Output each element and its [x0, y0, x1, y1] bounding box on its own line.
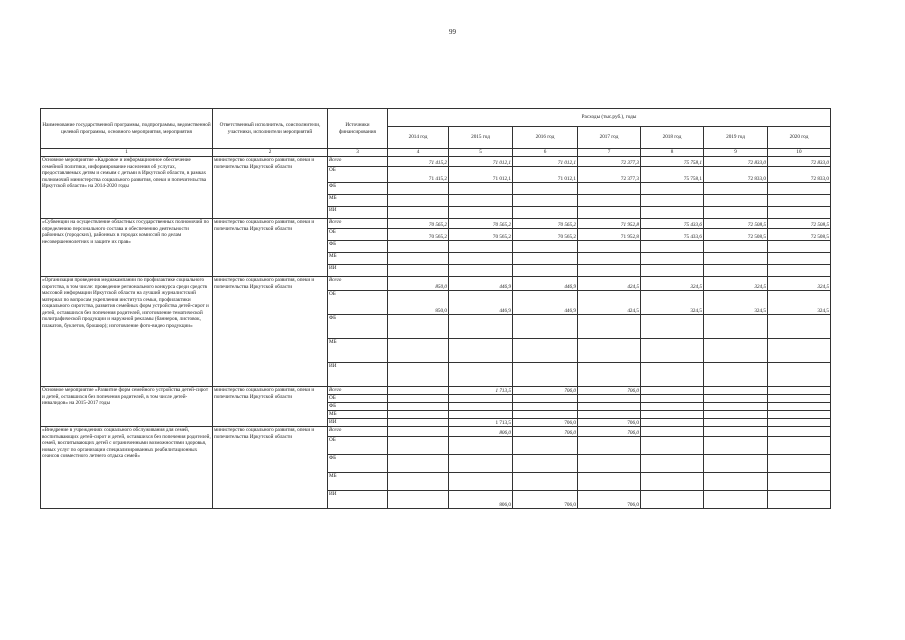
- expense-value: 71 415,2: [388, 167, 449, 183]
- expense-value: [704, 363, 768, 387]
- expense-value: [513, 265, 578, 277]
- expense-value: 72 833,0: [768, 167, 831, 183]
- header-year: 2019 год: [704, 127, 768, 149]
- expense-value: [388, 363, 449, 387]
- expense-value: [578, 437, 641, 455]
- expense-value: [449, 473, 513, 491]
- expense-value: [704, 265, 768, 277]
- expense-value: [641, 265, 704, 277]
- expense-value: 75 433,6: [641, 219, 704, 229]
- expense-value: 70 565,2: [449, 229, 513, 241]
- expense-value: 706,0: [513, 491, 578, 509]
- expense-value: [768, 455, 831, 473]
- expense-value: [449, 455, 513, 473]
- expense-value: [704, 253, 768, 265]
- expense-value: [388, 473, 449, 491]
- funding-source: ИИ: [328, 207, 388, 219]
- expense-value: [449, 265, 513, 277]
- column-number: 9: [704, 149, 768, 157]
- expense-value: [578, 473, 641, 491]
- expense-value: [641, 437, 704, 455]
- expense-value: [449, 195, 513, 207]
- expense-value: [641, 395, 704, 403]
- expense-value: 72 508,5: [768, 219, 831, 229]
- expense-value: [641, 363, 704, 387]
- expense-value: [513, 411, 578, 419]
- responsible-executor: министерство социального развития, опеки и попечительства Иркутской области: [213, 427, 328, 509]
- funding-source: ФБ: [328, 403, 388, 411]
- table-row: [41, 157, 831, 167]
- expense-value: 806,0: [449, 491, 513, 509]
- expense-value: 446,9: [449, 291, 513, 315]
- expense-value: [513, 195, 578, 207]
- expense-value: [704, 339, 768, 363]
- expense-value: 424,5: [578, 277, 641, 291]
- expense-value: [578, 363, 641, 387]
- expense-value: [768, 183, 831, 195]
- expense-value: 71 952,8: [578, 229, 641, 241]
- expense-value: [641, 315, 704, 339]
- funding-source: ИИ: [328, 491, 388, 509]
- header-year: 2016 год: [513, 127, 578, 149]
- expense-value: 706,0: [513, 387, 578, 395]
- expense-value: [768, 473, 831, 491]
- expense-value: [704, 183, 768, 195]
- table-row: [41, 219, 831, 229]
- expense-value: [449, 411, 513, 419]
- expense-value: 324,5: [768, 277, 831, 291]
- expense-value: 324,5: [704, 277, 768, 291]
- expense-value: 324,5: [704, 291, 768, 315]
- expense-value: [704, 411, 768, 419]
- funding-source: ФБ: [328, 315, 388, 339]
- funding-source: МБ: [328, 195, 388, 207]
- table-row: [41, 427, 831, 437]
- expense-value: 850,0: [388, 277, 449, 291]
- expense-value: [388, 411, 449, 419]
- header-program: Наименование государственной программы, подпрограммы, ведомственной целевой программы, основного мероприятия, мероприятия: [41, 109, 213, 149]
- responsible-executor: министерство социального развития, опеки и попечительства Иркутской области: [213, 157, 328, 219]
- header-expenses: Расходы (тыс.руб.), годы: [388, 109, 831, 127]
- expense-value: [768, 253, 831, 265]
- funding-source: ОБ: [328, 395, 388, 403]
- expense-value: 424,5: [578, 291, 641, 315]
- expense-value: 706,0: [578, 491, 641, 509]
- responsible-executor: министерство социального развития, опеки и попечительства Иркутской области: [213, 387, 328, 427]
- header-year: 2015 год: [449, 127, 513, 149]
- header-responsible: Ответственный исполнитель, соисполнители, участники, исполнители мероприятий: [213, 109, 328, 149]
- expense-value: [768, 241, 831, 253]
- expense-value: [704, 241, 768, 253]
- expense-value: [513, 315, 578, 339]
- expense-value: [641, 253, 704, 265]
- expense-value: 706,0: [578, 419, 641, 427]
- funding-source: Всего: [328, 219, 388, 229]
- expense-value: [704, 427, 768, 437]
- expense-value: [578, 265, 641, 277]
- expense-value: 806,0: [449, 427, 513, 437]
- expense-value: [449, 339, 513, 363]
- expense-value: [388, 315, 449, 339]
- expense-value: [388, 253, 449, 265]
- expense-value: 71 012,1: [513, 157, 578, 167]
- expense-value: 71 012,1: [513, 167, 578, 183]
- expense-value: [704, 419, 768, 427]
- expense-value: 72 377,3: [578, 157, 641, 167]
- expense-value: [578, 395, 641, 403]
- expense-value: [513, 437, 578, 455]
- expense-value: 706,0: [513, 419, 578, 427]
- table-row: [41, 277, 831, 291]
- expense-value: [513, 241, 578, 253]
- expense-value: [768, 437, 831, 455]
- expense-value: [388, 437, 449, 455]
- column-number: 10: [768, 149, 831, 157]
- expense-value: [578, 339, 641, 363]
- activity-name: «Субвенции на осуществление областных государственных полномочий по определению персонального состава и обеспечению деятельности районных (городских), районных в городах комиссий по делам несовершеннолетних и защите их прав»: [41, 219, 213, 277]
- expense-value: [388, 265, 449, 277]
- expense-value: [768, 403, 831, 411]
- activity-name: «Внедрение в учреждениях социального обслуживания для семей, воспитывающих детей-сирот и детей, оставшихся без попечения родителей, семей, воспитывающих детей с ограниченными возможностями здоровья, новых услуг по организации специализированных реабилитационных сеансов совместного летнего отдыха семей»: [41, 427, 213, 509]
- expense-value: [388, 339, 449, 363]
- expense-value: 75 433,6: [641, 229, 704, 241]
- expense-value: [388, 491, 449, 509]
- expense-value: [513, 473, 578, 491]
- funding-source: ИИ: [328, 265, 388, 277]
- funding-source: Всего: [328, 157, 388, 167]
- budget-table: [40, 108, 831, 509]
- activity-name: Основное мероприятие «Развитие форм семейного устройства детей-сирот и детей, оставшихся без попечения родителей, в том числе детей-инвалидов» на 2015-2017 годы: [41, 387, 213, 427]
- funding-source: ИИ: [328, 363, 388, 387]
- expense-value: [388, 403, 449, 411]
- expense-value: [704, 315, 768, 339]
- expense-value: 72 377,3: [578, 167, 641, 183]
- expense-value: [704, 455, 768, 473]
- funding-source: ОБ: [328, 229, 388, 241]
- expense-value: 324,5: [641, 277, 704, 291]
- column-number: 3: [328, 149, 388, 157]
- expense-value: [641, 207, 704, 219]
- expense-value: 446,9: [449, 277, 513, 291]
- expense-value: [704, 491, 768, 509]
- expense-value: [513, 339, 578, 363]
- expense-value: [641, 419, 704, 427]
- expense-value: [641, 183, 704, 195]
- expense-value: 72 508,5: [704, 219, 768, 229]
- expense-value: [449, 395, 513, 403]
- expense-value: [768, 363, 831, 387]
- funding-source: Всего: [328, 427, 388, 437]
- expense-value: 850,0: [388, 291, 449, 315]
- funding-source: Всего: [328, 387, 388, 395]
- header-year: 2018 год: [641, 127, 704, 149]
- funding-source: ФБ: [328, 455, 388, 473]
- header-year: 2017 год: [578, 127, 641, 149]
- page-number: 99: [449, 28, 456, 36]
- header-sources: Источники финансирования: [328, 109, 388, 149]
- expense-value: [578, 253, 641, 265]
- activity-name: Основное мероприятие «Кадровое и информационное обеспечение семейной политики, информирование населения об услугах, предоставляемых детям и семьям с детьми в Иркутской области, в рамках полномочий министерства социального развития, опеки и попечительства Иркутской области» на 2014-2020 годы: [41, 157, 213, 219]
- expense-value: [388, 195, 449, 207]
- expense-value: 71 415,2: [388, 157, 449, 167]
- expense-value: [513, 183, 578, 195]
- expense-value: [578, 183, 641, 195]
- funding-source: Всего: [328, 277, 388, 291]
- funding-source: ОБ: [328, 291, 388, 315]
- expense-value: [449, 253, 513, 265]
- expense-value: 324,5: [768, 291, 831, 315]
- funding-source: МБ: [328, 253, 388, 265]
- expense-value: [768, 395, 831, 403]
- expense-value: [388, 395, 449, 403]
- expense-value: [388, 241, 449, 253]
- expense-value: 72 508,5: [704, 229, 768, 241]
- expense-value: [768, 491, 831, 509]
- expense-value: [449, 183, 513, 195]
- funding-source: МБ: [328, 339, 388, 363]
- expense-value: [768, 265, 831, 277]
- funding-source: ФБ: [328, 241, 388, 253]
- expense-value: 70 565,2: [388, 219, 449, 229]
- expense-value: [578, 403, 641, 411]
- expense-value: 75 758,1: [641, 167, 704, 183]
- expense-value: 446,9: [513, 277, 578, 291]
- funding-source: МБ: [328, 411, 388, 419]
- expense-value: [641, 403, 704, 411]
- expense-value: [388, 387, 449, 395]
- expense-value: [704, 403, 768, 411]
- expense-value: 70 565,2: [388, 229, 449, 241]
- activity-name: «Организация проведения медиакампании по профилактике социального сиротства, в том числе: проведение регионального конкурса среди средств массовой информации Иркутской области на лучший журналистский материал по вопросам укрепления института семьи, профилактики социального сиротства, развития семейных форм устройства детей-сирот и детей, оставшихся без попечения родителей, изготовление тематической полиграфической продукции и наружной рекламы (баннеров, листовок, плакатов, буклетов, брошюр); изготовление фото-видео продукции»: [41, 277, 213, 387]
- expense-value: [641, 387, 704, 395]
- expense-value: [388, 183, 449, 195]
- expense-value: 324,5: [641, 291, 704, 315]
- expense-value: [768, 427, 831, 437]
- column-number: 1: [41, 149, 213, 157]
- expense-value: [578, 241, 641, 253]
- expense-value: [513, 455, 578, 473]
- funding-source: ОБ: [328, 437, 388, 455]
- expense-value: [641, 195, 704, 207]
- funding-source: ИИ: [328, 419, 388, 427]
- column-number: 6: [513, 149, 578, 157]
- expense-value: [641, 427, 704, 437]
- expense-value: [704, 207, 768, 219]
- expense-value: [449, 437, 513, 455]
- expense-value: 70 565,2: [449, 219, 513, 229]
- expense-value: 72 833,0: [768, 157, 831, 167]
- expense-value: [768, 207, 831, 219]
- expense-value: [578, 207, 641, 219]
- expense-value: [704, 437, 768, 455]
- expense-value: [449, 403, 513, 411]
- expense-value: 1 713,5: [449, 387, 513, 395]
- expense-value: [704, 195, 768, 207]
- header-year: 2020 год: [768, 127, 831, 149]
- funding-source: ФБ: [328, 183, 388, 195]
- expense-value: [388, 207, 449, 219]
- expense-value: 71 012,1: [449, 167, 513, 183]
- expense-value: [641, 491, 704, 509]
- expense-value: [704, 473, 768, 491]
- expense-value: [578, 315, 641, 339]
- expense-value: [513, 403, 578, 411]
- expense-value: [768, 195, 831, 207]
- expense-value: 706,0: [513, 427, 578, 437]
- expense-value: 71 952,8: [578, 219, 641, 229]
- expense-value: [578, 455, 641, 473]
- expense-value: [388, 455, 449, 473]
- expense-value: [641, 473, 704, 491]
- responsible-executor: министерство социального развития, опеки и попечительства Иркутской области: [213, 219, 328, 277]
- expense-value: [513, 207, 578, 219]
- expense-value: [641, 411, 704, 419]
- column-number: 8: [641, 149, 704, 157]
- expense-value: [768, 411, 831, 419]
- expense-value: [449, 241, 513, 253]
- header-year: 2014 год: [388, 127, 449, 149]
- table-row: [41, 387, 831, 395]
- expense-value: [388, 419, 449, 427]
- expense-value: [388, 427, 449, 437]
- expense-value: [768, 387, 831, 395]
- column-number: 4: [388, 149, 449, 157]
- expense-value: [641, 241, 704, 253]
- funding-source: ОБ: [328, 167, 388, 183]
- expense-value: [768, 419, 831, 427]
- expense-value: [768, 339, 831, 363]
- column-number: 5: [449, 149, 513, 157]
- expense-value: [513, 363, 578, 387]
- expense-value: 72 508,5: [768, 229, 831, 241]
- expense-value: 70 565,2: [513, 229, 578, 241]
- expense-value: [704, 387, 768, 395]
- expense-value: [641, 339, 704, 363]
- expense-value: 70 565,2: [513, 219, 578, 229]
- expense-value: 706,0: [578, 387, 641, 395]
- expense-value: [578, 195, 641, 207]
- expense-value: [449, 315, 513, 339]
- expense-value: [449, 207, 513, 219]
- expense-value: 71 012,1: [449, 157, 513, 167]
- expense-value: 1 713,5: [449, 419, 513, 427]
- column-number: 7: [578, 149, 641, 157]
- expense-value: [578, 411, 641, 419]
- expense-value: 706,0: [578, 427, 641, 437]
- expense-value: 75 758,1: [641, 157, 704, 167]
- expense-value: [513, 395, 578, 403]
- responsible-executor: министерство социального развития, опеки и попечительства Иркутской области: [213, 277, 328, 387]
- expense-value: [449, 363, 513, 387]
- expense-value: [768, 315, 831, 339]
- expense-value: 446,9: [513, 291, 578, 315]
- expense-value: 72 833,0: [704, 167, 768, 183]
- expense-value: 72 833,0: [704, 157, 768, 167]
- column-number: 2: [213, 149, 328, 157]
- expense-value: [513, 253, 578, 265]
- expense-value: [641, 455, 704, 473]
- expense-value: [704, 395, 768, 403]
- funding-source: МБ: [328, 473, 388, 491]
